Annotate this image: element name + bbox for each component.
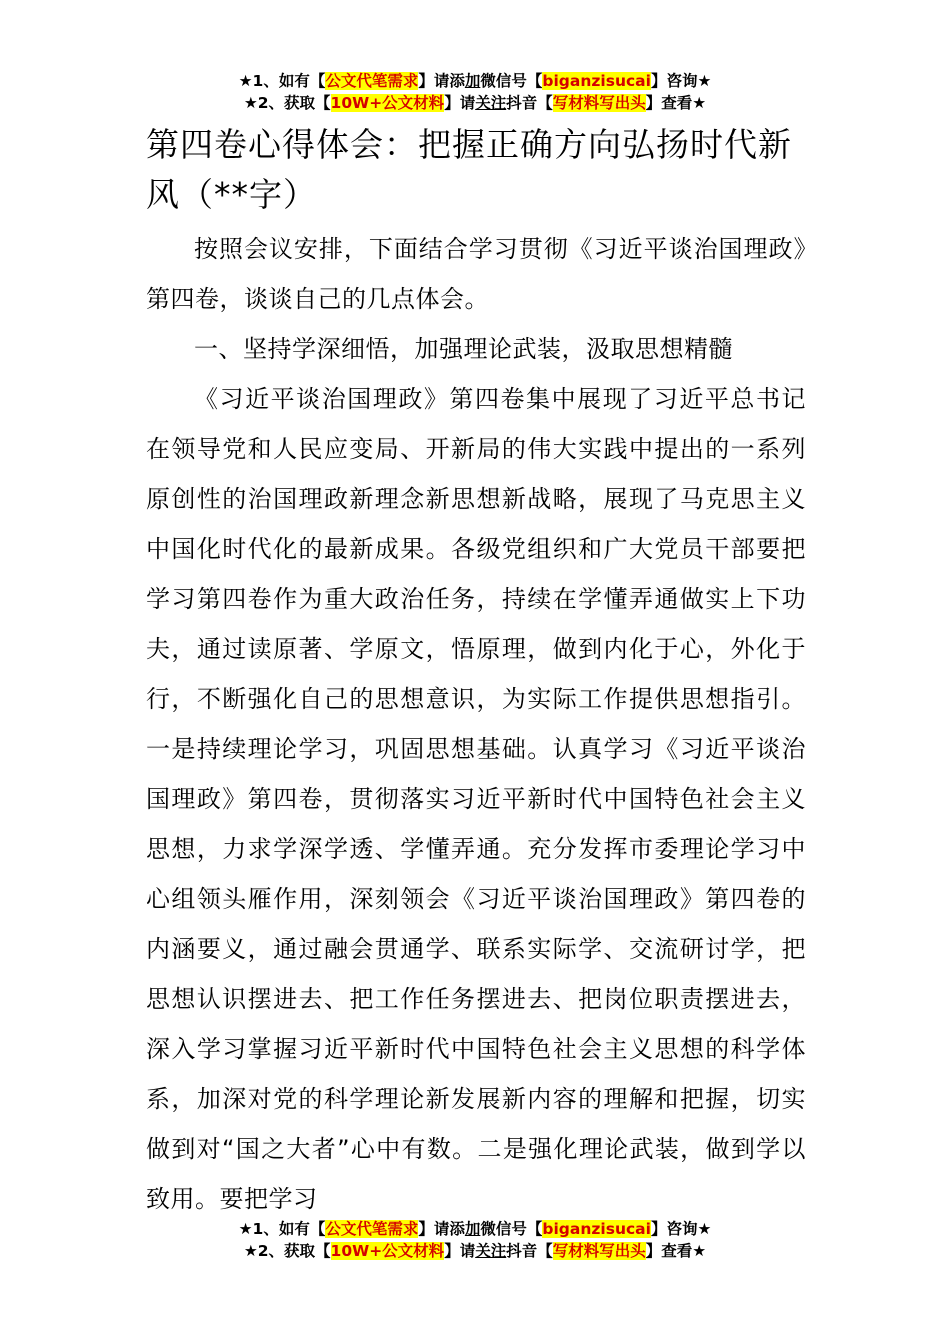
intro-paragraph: 按照会议安排，下面结合学习贯彻《习近平谈治国理政》第四卷，谈谈自己的几点体会。 bbox=[146, 235, 806, 313]
promo-banner-top bbox=[0, 70, 950, 114]
document-title: 第四卷心得体会：把握正确方向弘扬时代新风（**字） bbox=[146, 125, 792, 214]
promo-line-2: ★2、获取【10W+公文材料】请关注抖音【写材料写出头】查看★ bbox=[243, 94, 707, 112]
highlight-wechat-id: biganzisucai bbox=[542, 1220, 651, 1238]
promo-line-1: ★1、如有【公文代笔需求】请添加微信号【biganzisucai】咨询★ bbox=[238, 72, 712, 90]
highlight-materials: 10W+公文材料 bbox=[330, 94, 445, 112]
highlight-douyin-account: 写材料写出头 bbox=[552, 1242, 646, 1260]
promo-line-2: ★2、获取【10W+公文材料】请关注抖音【写材料写出头】查看★ bbox=[243, 1242, 707, 1260]
highlight-service: 公文代笔需求 bbox=[325, 72, 419, 90]
promo-banner-bottom bbox=[0, 1218, 950, 1262]
section-1-heading: 一、坚持学深细悟，加强理论武装，汲取思想精髓 bbox=[194, 335, 733, 363]
highlight-wechat-id: biganzisucai bbox=[542, 72, 651, 90]
promo-line-1: ★1、如有【公文代笔需求】请添加微信号【biganzisucai】咨询★ bbox=[238, 1220, 712, 1238]
highlight-service: 公文代笔需求 bbox=[325, 1220, 419, 1238]
section-1-body: 《习近平谈治国理政》第四卷集中展现了习近平总书记在领导党和人民应变局、开新局的伟大实践中提出的一系列原创性的治国理政新理念新思想新战略，展现了马克思主义中国化时代化的最新成果。各级党组织和广大党员干部要把学习第四卷作为重大政治任务，持续在学懂弄通做实上下功夫，通过读原著、学原文，悟原理，做到内化于心，外化于行，不断强化自己的思想意识，为实际工作提供思想指引。一是持续理论学习，巩固思想基础。认真学习《习近平谈治国理政》第四卷，贯彻落实习近平新时代中国特色社会主义思想，力求学深学透、学懂弄通。充分发挥市委理论学习中心组领头雁作用，深刻领会《习近平谈治国理政》第四卷的内涵要义，通过融会贯通学、联系实际学、交流研讨学，把思想认识摆进去、把工作任务摆进去、把岗位职责摆进去，深入学习掌握习近平新时代中国特色社会主义思想的科学体系，加深对党的科学理论新发展新内容的理解和把握，切实做到对“国之大者”心中有数。二是强化理论武装，做到学以致用。要把学习 bbox=[146, 385, 806, 1213]
highlight-douyin-account: 写材料写出头 bbox=[552, 94, 646, 112]
highlight-materials: 10W+公文材料 bbox=[330, 1242, 445, 1260]
document-body bbox=[146, 120, 806, 1224]
